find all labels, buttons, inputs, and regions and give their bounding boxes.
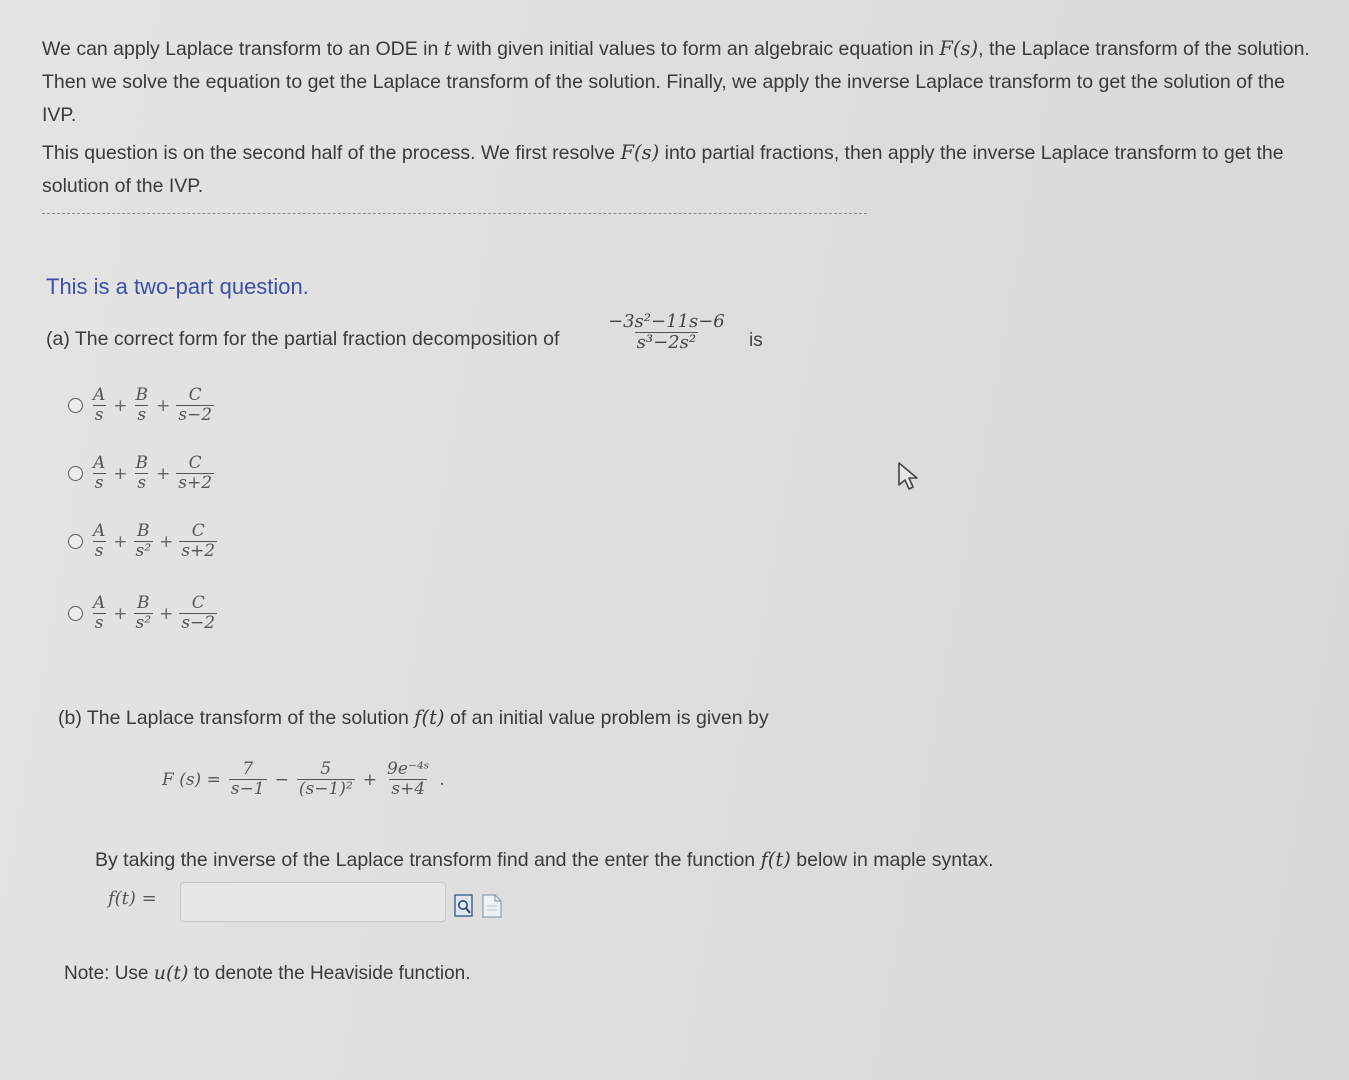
two-part-heading: This is a two-part question. bbox=[46, 274, 309, 299]
answer-label: f(t) = bbox=[108, 888, 157, 909]
radio-button[interactable] bbox=[68, 398, 83, 413]
intro-paragraph-2: This question is on the second half of the process. We first resolve F(s) into partial fractions, then apply the inverse Laplace transform to get the solution of the IVP. bbox=[42, 141, 1284, 197]
option-expression: $\frac{A}{s}$ + $\frac{B}{\text{s²}}$ + $\frac{C}{s-2}$ bbox=[93, 593, 216, 633]
part-b-prompt: (b) The Laplace transform of the solution f(t) of an initial value problem is given by bbox=[58, 706, 769, 729]
option-expression: $\frac{A}{s}$ + $\frac{B}{s}$ + $\frac{C}{s+2}$ bbox=[93, 453, 213, 493]
laplace-expression: F (s) = $\frac{7}{s-1}$ − $\frac{5}{\text{(s−1)²}}$ + $\frac{\text{9e⁻⁴ˢ}}{s+4}$ . bbox=[162, 759, 445, 799]
option-expression: $\frac{A}{s}$ + $\frac{B}{\text{s²}}$ + $\frac{C}{s+2}$ bbox=[93, 521, 216, 561]
help-document-icon[interactable] bbox=[482, 894, 502, 918]
preview-icon[interactable] bbox=[454, 894, 474, 918]
part-b-instruction: By taking the inverse of the Laplace transform find and the enter the function f(t) below in maple syntax. bbox=[95, 848, 994, 871]
part-a-prompt: (a) The correct form for the partial fraction decomposition of bbox=[46, 328, 560, 350]
answer-input[interactable] bbox=[180, 882, 446, 922]
radio-button[interactable] bbox=[68, 466, 83, 481]
part-a-suffix: is bbox=[749, 330, 763, 351]
option-4[interactable] bbox=[68, 594, 217, 633]
option-1[interactable] bbox=[68, 386, 214, 425]
section-divider bbox=[42, 213, 867, 214]
radio-button[interactable] bbox=[68, 534, 83, 549]
target-denominator: s³−2s² bbox=[636, 331, 697, 353]
expression-lhs: F (s) = bbox=[162, 769, 221, 790]
option-2[interactable] bbox=[68, 454, 214, 493]
mouse-cursor-icon bbox=[896, 461, 922, 491]
target-numerator: −3s²−11s−6 bbox=[608, 311, 725, 332]
heaviside-note: Note: Use u(t) to denote the Heaviside function. bbox=[64, 962, 471, 984]
intro-paragraph-1: We can apply Laplace transform to an ODE in t with given initial values to form an algebraic equation in F(s), the Laplace transform of the solution. Then we solve the equation to get the Laplace transform of the solution. Finally, we apply the inverse Laplace transform to get the solution of the IVP. bbox=[42, 37, 1310, 126]
option-expression: $\frac{A}{s}$ + $\frac{B}{s}$ + $\frac{C}{s-2}$ bbox=[93, 385, 213, 425]
intro-text bbox=[42, 32, 1317, 203]
option-3[interactable] bbox=[68, 522, 217, 561]
radio-button[interactable] bbox=[68, 606, 83, 621]
target-fraction bbox=[606, 312, 727, 353]
